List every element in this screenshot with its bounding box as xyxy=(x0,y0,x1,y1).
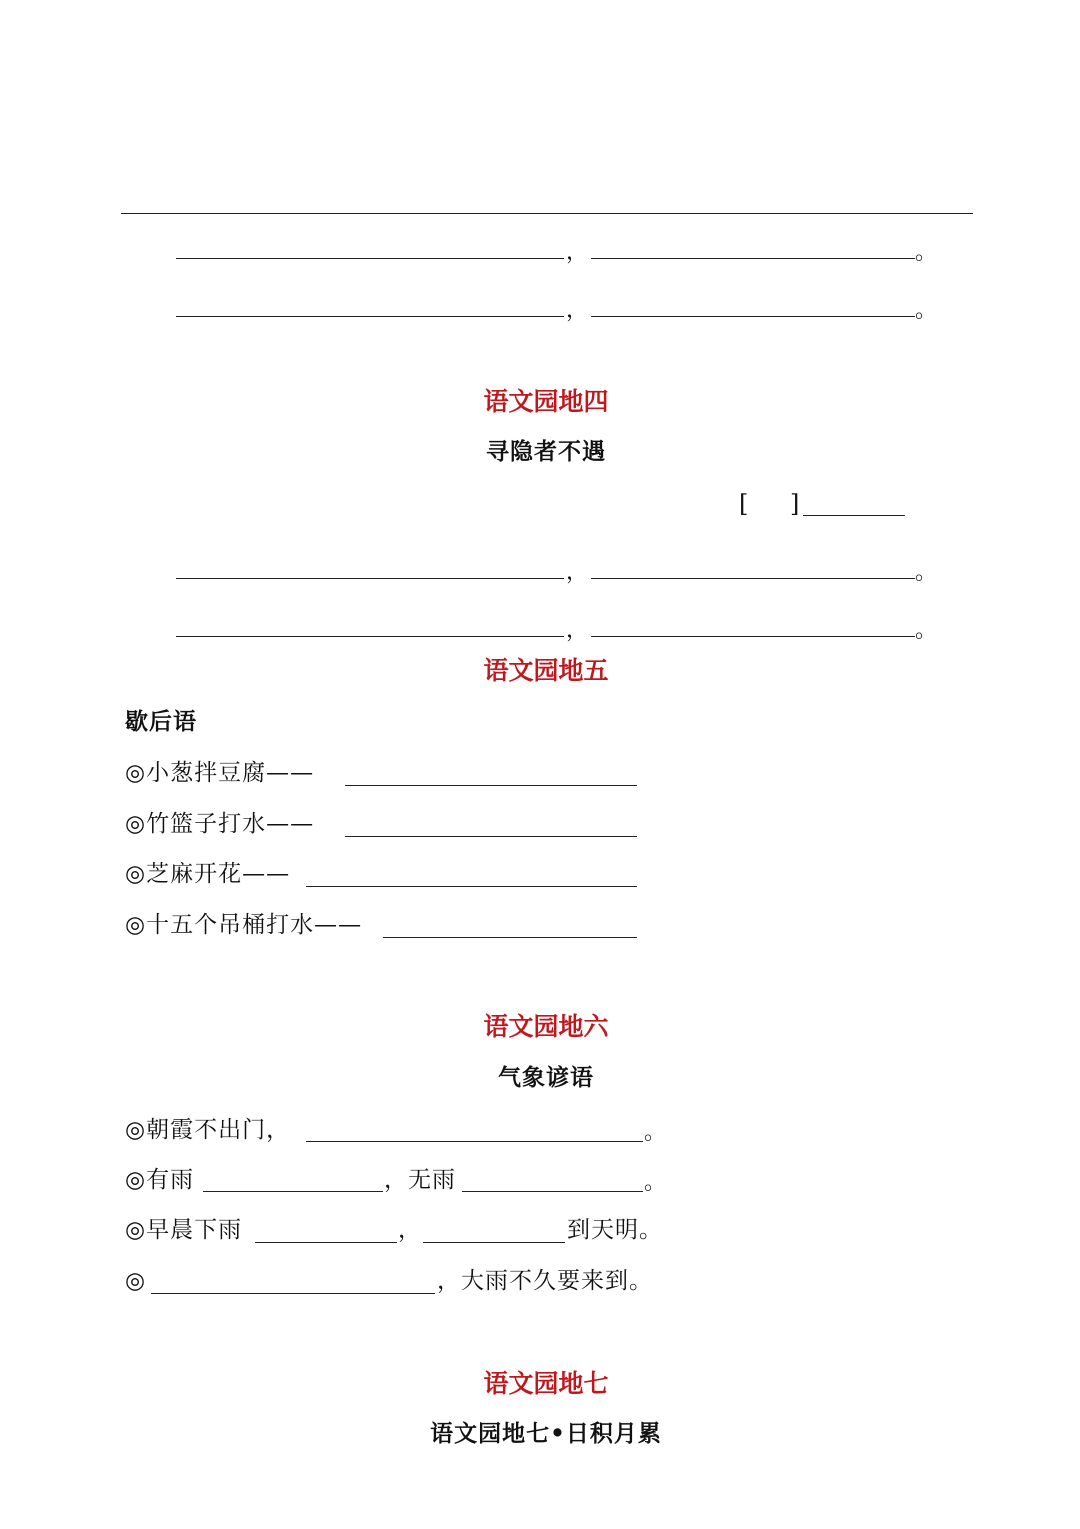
poem4-blank-1b[interactable] xyxy=(591,578,915,579)
poem4-blank-1a[interactable] xyxy=(176,578,564,579)
section7-subtitle: 语文园地七•日积月累 xyxy=(430,1420,662,1447)
xiehouyu-item-1: ◎小葱拌豆腐—— xyxy=(125,760,315,786)
section4-poem-title: 寻隐者不遇 xyxy=(486,438,606,465)
proverb-4-blank[interactable] xyxy=(151,1293,435,1294)
poem-blank-1a[interactable] xyxy=(176,258,564,259)
poem-blank-2b[interactable] xyxy=(591,316,915,317)
section7-heading: 语文园地七 xyxy=(483,1369,609,1398)
proverb-3-blank-b[interactable] xyxy=(423,1242,565,1243)
period: 。 xyxy=(915,240,938,265)
proverb-2-blank-a[interactable] xyxy=(203,1191,383,1192)
proverb-2-prefix: ◎有雨 xyxy=(125,1167,195,1193)
xiehouyu-blank-2[interactable] xyxy=(345,836,637,837)
section6-heading: 语文园地六 xyxy=(483,1012,609,1041)
period: 。 xyxy=(915,298,938,323)
dynasty-bracket-close: ] xyxy=(790,490,800,518)
poem-blank-2a[interactable] xyxy=(176,316,564,317)
comma: ， xyxy=(566,240,589,265)
proverb-2-period: 。 xyxy=(644,1170,667,1195)
xiehouyu-item-3: ◎芝麻开花—— xyxy=(125,861,291,887)
proverb-3-blank-a[interactable] xyxy=(255,1242,397,1243)
xiehouyu-item-2: ◎竹篮子打水—— xyxy=(125,811,315,837)
dynasty-bracket-open: [ xyxy=(739,490,749,518)
proverb-1-period: 。 xyxy=(644,1120,667,1145)
section5-heading: 语文园地五 xyxy=(483,656,609,685)
comma: ， xyxy=(566,618,589,643)
section4-heading: 语文园地四 xyxy=(483,387,609,416)
proverb-3-prefix: ◎早晨下雨 xyxy=(125,1217,243,1243)
section5-label: 歇后语 xyxy=(125,708,197,735)
author-blank[interactable] xyxy=(803,515,905,516)
proverb-1-blank[interactable] xyxy=(306,1141,643,1142)
poem4-blank-2b[interactable] xyxy=(591,636,915,637)
proverb-4-suffix: ，大雨不久要来到。 xyxy=(437,1268,653,1294)
xiehouyu-blank-4[interactable] xyxy=(383,937,637,938)
top-divider xyxy=(121,213,973,214)
proverb-3-mid: ， xyxy=(398,1217,422,1243)
period: 。 xyxy=(915,560,938,585)
poem-blank-1b[interactable] xyxy=(591,258,915,259)
proverb-1-prefix: ◎朝霞不出门， xyxy=(125,1117,291,1143)
proverb-2-mid: ，无雨 xyxy=(384,1167,456,1193)
comma: ， xyxy=(566,298,589,323)
section6-subtitle: 气象谚语 xyxy=(498,1064,594,1091)
poem4-blank-2a[interactable] xyxy=(176,636,564,637)
comma: ， xyxy=(566,560,589,585)
proverb-3-suffix: 到天明。 xyxy=(567,1217,663,1243)
xiehouyu-blank-3[interactable] xyxy=(306,886,637,887)
xiehouyu-blank-1[interactable] xyxy=(345,785,637,786)
xiehouyu-item-4: ◎十五个吊桶打水—— xyxy=(125,912,363,938)
proverb-4-prefix: ◎ xyxy=(125,1268,147,1294)
period: 。 xyxy=(915,618,938,643)
proverb-2-blank-b[interactable] xyxy=(462,1191,643,1192)
